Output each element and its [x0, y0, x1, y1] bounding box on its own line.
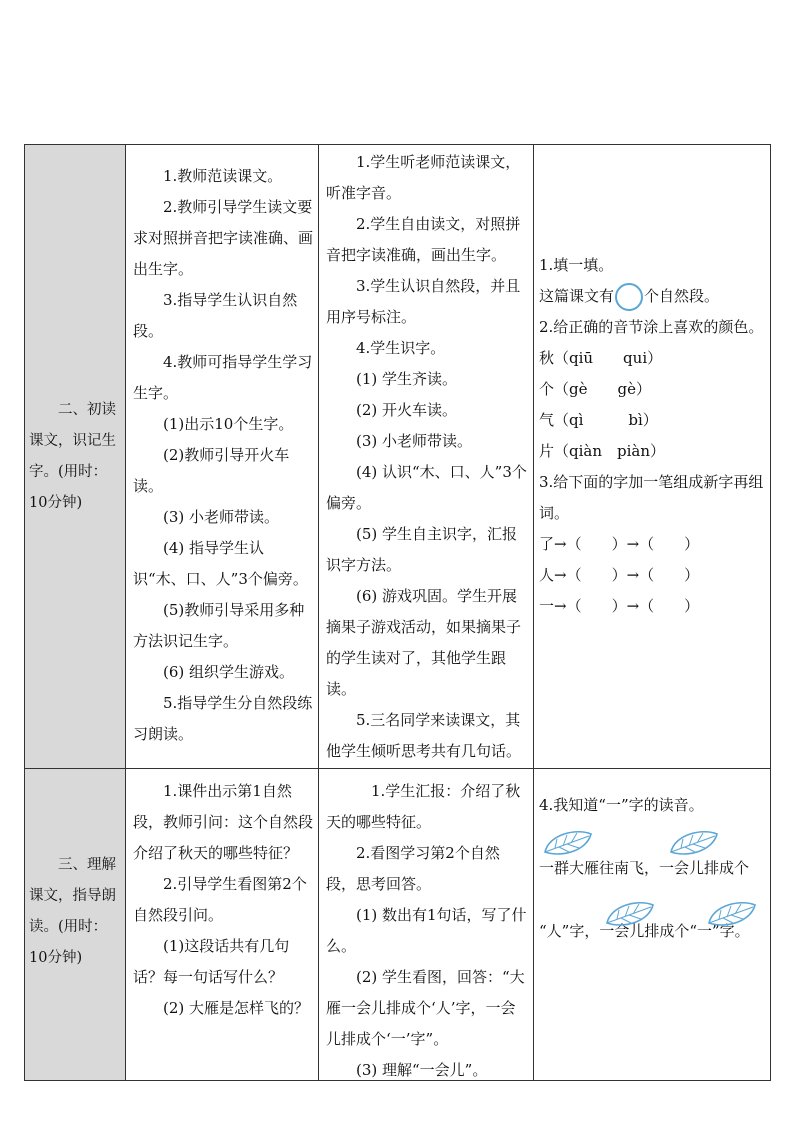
col-divider-2: [318, 145, 319, 1080]
student-item: (2) 开火车读。: [356, 401, 458, 419]
teacher-item: (2) 大雁是怎样飞的？: [163, 999, 310, 1017]
q3-item: 了→（ ）→（ ）: [539, 535, 700, 553]
teacher-item: 4.教师可指导学生学习生字。: [133, 353, 313, 402]
lesson-plan-table: [24, 144, 771, 1081]
stage-line: 10分钟): [29, 495, 83, 511]
teacher-cell-1: [133, 161, 313, 750]
student-item: (1) 学生齐读。: [356, 370, 458, 388]
stage-line: 字。(用时：: [29, 464, 108, 480]
student-item: 2.看图学习第2个自然段，思考回答。: [326, 844, 500, 893]
col-divider-1: [125, 145, 126, 1080]
teacher-item: 2.引导学生看图第2个自然段引问。: [133, 875, 307, 924]
q4-line1: 一群大雁往南飞，一会儿排成个: [539, 859, 750, 877]
q2-item: 气（qì bì）: [539, 411, 658, 429]
student-item: (3) 小老师带读。: [356, 432, 473, 450]
student-item: 4.学生识字。: [356, 339, 446, 357]
student-item: (3) 理解“一会儿”。: [356, 1061, 488, 1079]
teacher-item: (4) 指导学生认识“木、口、人”3个偏旁。: [133, 539, 308, 588]
blank-circle: [615, 283, 643, 311]
q2-item: 秋（qiū qui）: [539, 349, 663, 367]
leaf-icon: [667, 828, 719, 858]
student-item: (6) 游戏巩固。学生开展摘果子游戏活动，如果摘果子的学生读对了，其他学生跟读。: [326, 587, 522, 698]
teacher-cell-2: [133, 776, 313, 1024]
teacher-item: 1.教师范读课文。: [163, 167, 283, 185]
student-item: 1.学生汇报：介绍了秋天的哪些特征。: [326, 782, 521, 831]
q3-item: 人→（ ）→（ ）: [539, 566, 700, 584]
q3-title: 3.给下面的字加一笔组成新字再组词。: [539, 473, 764, 522]
stage-line: 三、理解: [58, 857, 116, 873]
student-item: (2) 学生看图，回答：“大雁一会儿排成个‘人’字，一会儿排成个‘一’字”。: [326, 968, 525, 1048]
student-item: (5) 学生自主识字，汇报识字方法。: [326, 525, 518, 574]
student-item: 1.学生听老师范读课文，听准字音。: [326, 153, 521, 202]
stage-line: 课文，指导朗: [29, 888, 116, 904]
q1-post: 个自然段。: [644, 287, 720, 305]
teacher-item: 1.课件出示第1自然段，教师引问：这个自然段介绍了秋天的哪些特征？: [133, 782, 314, 862]
q2-item: 个（gè gè）: [539, 380, 651, 398]
student-cell-1: [326, 147, 529, 767]
teacher-item: 5.指导学生分自然段练习朗读。: [133, 694, 313, 743]
exercise-cell-1: [539, 250, 769, 622]
q3-item: 一→（ ）→（ ）: [539, 597, 700, 615]
leaf-icon: [541, 828, 593, 858]
stage-line: 10分钟): [29, 950, 83, 966]
teacher-item: (5)教师引导采用多种方法识记生字。: [133, 601, 305, 650]
student-item: 2.学生自由读文，对照拼音把字读准确，画出生字。: [326, 215, 521, 264]
q2-title: 2.给正确的音节涂上喜欢的颜色。: [539, 318, 764, 336]
teacher-item: (3) 小老师带读。: [163, 508, 280, 526]
q4-title: 4.我知道“一”字的读音。: [539, 796, 704, 814]
stage-line: 二、初读: [58, 402, 116, 418]
teacher-item: 2.教师引导学生读文要求对照拼音把字读准确、画出生字。: [133, 198, 314, 278]
q2-item: 片（qiàn piàn）: [539, 442, 666, 460]
stage-cell-1: [29, 395, 123, 519]
stage-line: 课文，识记生: [29, 433, 116, 449]
q1-pre: 这篇课文有: [539, 287, 615, 305]
q1-line: [539, 281, 769, 312]
teacher-item: 3.指导学生认识自然段。: [133, 291, 298, 340]
student-item: 5.三名同学来读课文，其他学生倾听思考共有几句话。: [326, 711, 522, 760]
student-item: (1) 数出有1句话，写了什么。: [326, 906, 527, 955]
col-divider-3: [533, 145, 534, 1080]
teacher-item: (1)出示10个生字。: [163, 415, 294, 433]
teacher-item: (1)这段话共有几句话？每一句话写什么？: [133, 937, 290, 986]
leaf-icon: [603, 899, 655, 929]
q4-line2: “人”字，一会儿排成个“一”字。: [539, 922, 750, 940]
stage-cell-2: [29, 850, 123, 974]
q1-title: 1.填一填。: [539, 256, 614, 274]
teacher-item: (6) 组织学生游戏。: [163, 663, 295, 681]
student-item: 3.学生认识自然段，并且用序号标注。: [326, 277, 521, 326]
stage-line: 读。(用时：: [29, 919, 108, 935]
leaf-icon: [705, 899, 757, 929]
teacher-item: (2)教师引导开火车读。: [133, 446, 290, 495]
student-item: (4) 认识“木、口、人”3个偏旁。: [326, 463, 527, 512]
row-divider: [25, 768, 770, 769]
student-cell-2: [326, 776, 529, 1086]
